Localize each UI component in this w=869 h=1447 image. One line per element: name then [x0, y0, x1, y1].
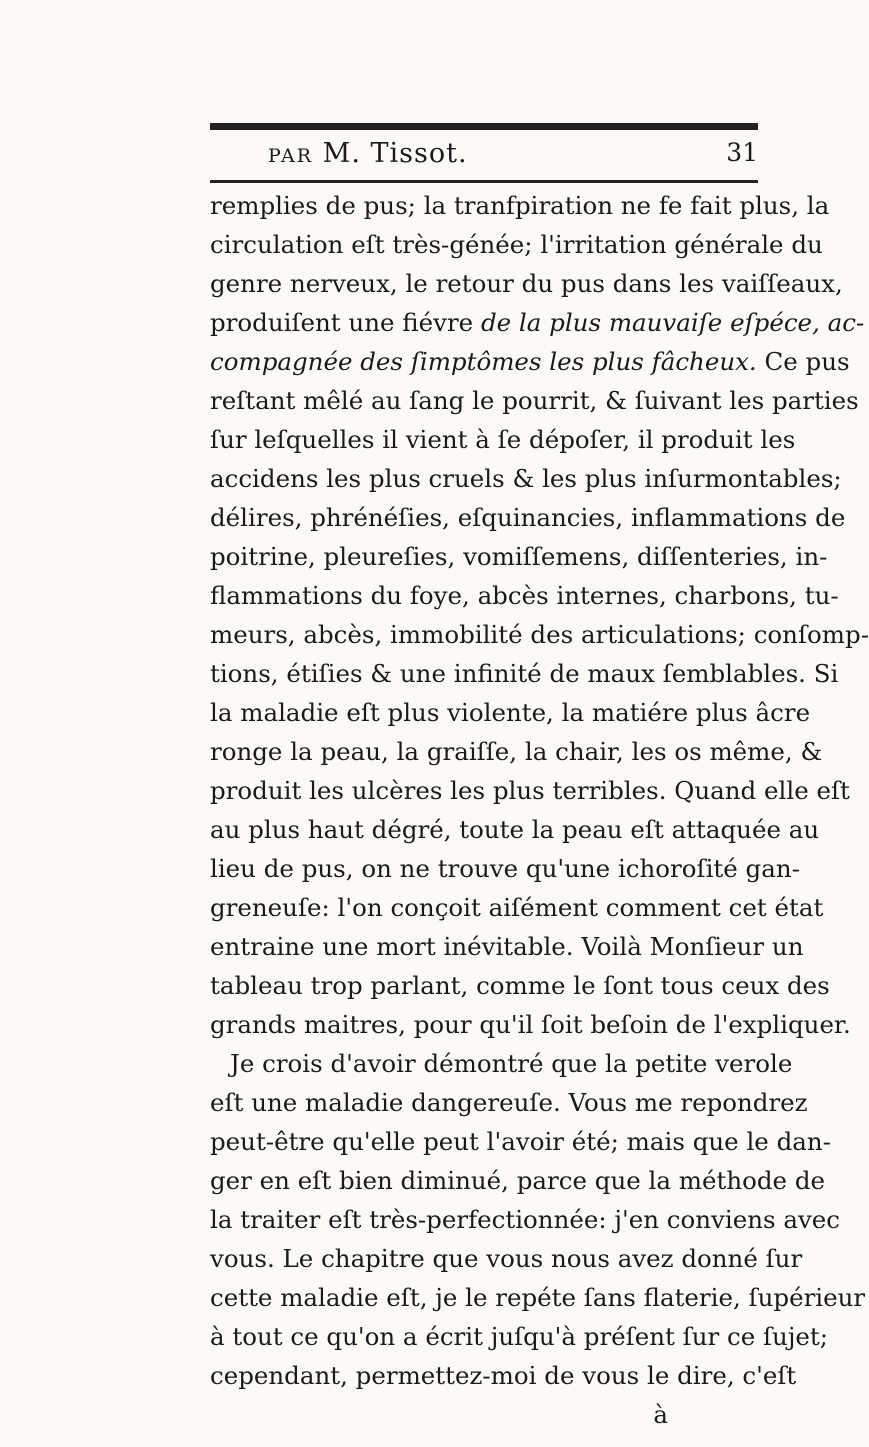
text-line: lieu de pus, on ne trouve qu'une ichoroſité gan-: [210, 854, 800, 883]
running-header: [210, 138, 758, 178]
text-italic: compagnée des ſimptômes les plus fâcheux.: [210, 347, 757, 376]
text-line: délires, phrénéſies, eſquinancies, inflammations de: [210, 503, 846, 532]
text-roman: Ce pus: [756, 347, 850, 376]
text-line: au plus haut dégré, toute la peau eſt attaquée au: [210, 815, 820, 844]
text-line: produit les ulcères les plus terribles. Quand elle eſt: [210, 776, 850, 805]
body-text: [210, 186, 869, 1434]
text-line: circulation eſt très-génée; l'irritation générale du: [210, 230, 823, 259]
header-rule-top: [210, 123, 758, 130]
text-line: vous. Le chapitre que vous nous avez donné ſur: [210, 1244, 803, 1273]
text-line: poitrine, pleureſies, vomiſſemens, diſſenteries, in-: [210, 542, 828, 571]
text-line: accidens les plus cruels & les plus inſurmontables;: [210, 464, 842, 493]
text-line: la maladie eſt plus violente, la matiére plus âcre: [210, 698, 811, 727]
text-line: meurs, abcès, immobilité des articulations; conſomp-: [210, 620, 869, 649]
text-roman: produiſent une fiévre: [210, 308, 481, 337]
text-line: [210, 303, 865, 342]
text-line: ronge la peau, la graiſſe, la chair, les os même, &: [210, 737, 823, 766]
header-author-initial: M.: [322, 138, 361, 169]
text-line: greneuſe: l'on conçoit aiſément comment cet état: [210, 893, 824, 922]
header-author-name: Tissot.: [370, 138, 468, 169]
text-line: la traiter eſt très-perfectionnée: j'en conviens avec: [210, 1205, 841, 1234]
text-line: ger en eſt bien diminué, parce que la méthode de: [210, 1166, 826, 1195]
page-number: 31: [726, 138, 758, 167]
text-line: tableau trop parlant, comme le ſont tous ceux des: [210, 971, 830, 1000]
text-line: grands maitres, pour qu'il ſoit beſoin de l'expliquer.: [210, 1010, 851, 1039]
header-rule-bottom: [210, 180, 758, 183]
running-head-title: [268, 138, 468, 169]
text-line: eſt une maladie dangereuſe. Vous me repondrez: [210, 1088, 808, 1117]
text-line: à tout ce qu'on a écrit juſqu'à préſent ſur ce ſujet;: [210, 1322, 829, 1351]
catchword: à: [653, 1400, 668, 1429]
text-line: flammations du foye, abcès internes, charbons, tu-: [210, 581, 839, 610]
text-line: ſur leſquelles il vient à ſe dépoſer, il produit les: [210, 425, 796, 454]
text-line: peut-être qu'elle peut l'avoir été; mais que le dan-: [210, 1127, 831, 1156]
text-line: entraine une mort inévitable. Voilà Monſieur un: [210, 932, 804, 961]
text-line: cette maladie eſt, je le repéte ſans flaterie, ſupérieur: [210, 1283, 866, 1312]
header-par: PAR: [268, 145, 314, 167]
text-line: reſtant mêlé au ſang le pourrit, & ſuivant les parties: [210, 386, 859, 415]
text-line: [210, 342, 850, 381]
text-line: genre nerveux, le retour du pus dans les vaiſſeaux,: [210, 269, 843, 298]
text-line: remplies de pus; la tranfpiration ne fe fait plus, la: [210, 191, 830, 220]
text-italic: de la plus mauvaiſe eſpéce, ac-: [480, 308, 865, 337]
text-line: cependant, permettez-moi de vous le dire, c'eſt: [210, 1361, 797, 1390]
text-line: tions, étiſies & une infinité de maux ſemblables. Si: [210, 659, 839, 688]
text-line: Je crois d'avoir démontré que la petite verole: [230, 1049, 793, 1078]
